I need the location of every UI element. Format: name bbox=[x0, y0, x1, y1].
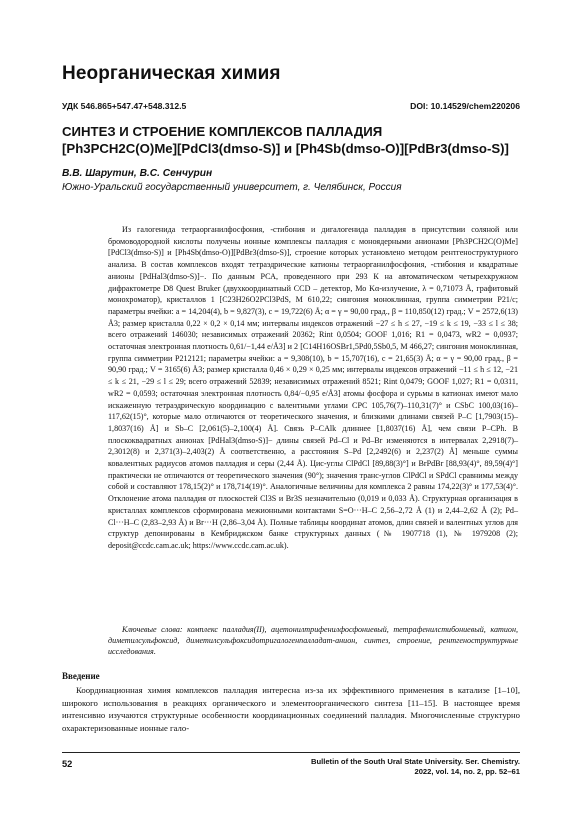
introduction-text bbox=[62, 684, 520, 734]
abstract-text: Из галогенида тетраорганилфосфония, -стибония и дигалогенида палладия в присутствии соляной или бромоводородной кислоты получены ионные комплексы палладия с моноядерными анионами [Ph3PCH2C(O)Me][PdCl3(dmso-S)] и [Ph4Sb(dmso-O)][PdBr3(dmso-S)], строение которых установлено методом рентгеноструктурного анализа. В состав комплексов входят тетраэдрические катионы тетраорганилфосфония, -стибония и квадратные анионы [PdHal3(dmso-S)]−. По данным РСА, проведенного при 293 К на автоматическом четырехкружном дифрактометре D8 Quest Bruker (двухкоординатный CCD – детектор, Мо Kα-излучение, λ = 0,71073 Å, графитовый монохроматор), кристаллов 1 [C23H26O2PCl3PdS, M 610,22; сингония моноклинная, группа симметрии P21/c; параметры ячейки: a = 14,204(4), b = 9,827(3), c = 19,722(6) Å; α = γ = 90,00 град., β = 110,850(12) град.; V = 2572,6(13) Å3; размер кристалла 0,22 × 0,2 × 0,14 мм; интервалы индексов отражений −27 ≤ h ≤ 27, −19 ≤ k ≤ 19, −33 ≤ l ≤ 38; всего отражений 146030; независимых отражений 20362; Rint 0,0504; GOOF 1,016; R1 = 0,0473, wR2 = 0,0937; остаточная электронная плотность 0,61/−1,44 е/Å3] и 2 [C14H16OSBr1,5Pd0,5Sb0,5, M 466,27; сингония моноклинная, группа симметрии P212121; параметры ячейки: a = 9,308(10), b = 15,707(16), c = 21,65(3) Å; α = γ = 90,00 град., β = 90,90 град.; V = 3165(6) Å3; размер кристалла 0,46 × 0,29 × 0,25 мм; интервалы индексов отражений −11 ≤ h ≤ 12, −21 ≤ k ≤ 21, −29 ≤ l ≤ 29; всего отражений 52839; независимых отражений 8521; Rint 0,0479; GOOF 1,027; R1 = 0,0311, wR2 = 0,0593; остаточная электронная плотность 0,84/−0,95 е/Å3] атомы фосфора и сурьмы в катионах имеют мало искаженную тетраэдрическую координацию с валентными углами CPC 105,76(7)–110,31(7)° и CSbC 100,03(16)–117,62(15)°, которые мало отличаются от теоретического значения, и близкими длинами связей P–C [1,7903(15)–1,8037(16) Å] и Sb–C [2,061(5)–2,100(4) Å]. Связь P–CAlk длиннее [1,8037(16) Å], чем связи P–CPh. В плоскоквадратных анионах [PdHal3(dmso-S)]− длины связей Pd–Cl и Pd–Br изменяются в интервалах 2,2918(7)–2,3012(8) и 2,371(3)–2,403(2) Å соответственно, а расстояния S–Pd [2,2492(6) и 2,237(2) Å] меньше суммы ковалентных радиусов атомов палладия и серы (2,44 Å). Цис-углы ClPdCl [89,88(3)°] и BrPdBr [88,93(4)°, 89,59(4)°] практически не отличаются от теоретического значения (90°); значения транс-углов ClPdCl и SPdCl сравнимы между собой и составляют 178,15(2)° и 178,714(19)°. Аналогичные величины для комплекса 2 равны 174,22(3)° и 177,53(4)°. Отклонение атома палладия от плоскостей Cl3S и Br3S незначительно (0,019 и 0,033 Å). Структурная организация в кристаллах комплексов сформирована межионными контактами S=O···H–C 2,56–2,72 Å (1) и 2,44–2,62 Å (2); Pd–Cl···H–C (2,83–2,93 Å) и Br···H (2,86–3,04 Å). Полные таблицы координат атомов, длин связей и валентных углов для структур депонированы в Кембриджском банке структурных данных (№ 1907718 (1), № 1979208 (2); deposit@ccdc.cam.ac.uk; https://www.ccdc.cam.ac.uk). bbox=[108, 225, 518, 550]
footer-divider bbox=[62, 752, 520, 753]
footer-journal-info bbox=[311, 757, 520, 777]
section-heading-introduction: Введение bbox=[62, 671, 100, 681]
article-title bbox=[62, 123, 532, 157]
page-number: 52 bbox=[62, 759, 73, 769]
udc-doi-row bbox=[62, 101, 520, 111]
journal-section-title: Неорганическая химия bbox=[62, 63, 281, 84]
abstract bbox=[108, 224, 518, 552]
footer-journal-name: Bulletin of the South Ural State University. Ser. Chemistry. bbox=[310, 757, 520, 766]
introduction-paragraph: Координационная химия комплексов палладия интересна из-за их эффективного применения в катализе [1–10], широкого использования в реакциях органического и элементоорганического синтеза [11–15]. В настоящее время интенсивно изучаются структурные особенности координационных соединений палладия. Многочисленные структурно охарактеризованные ионные гало- bbox=[62, 685, 520, 733]
authors: В.В. Шарутин, В.С. Сенчурин bbox=[62, 168, 213, 179]
footer-issue: 2022, vol. 14, no. 2, pp. 52–61 bbox=[414, 767, 520, 776]
keywords: Ключевые слова: комплекс палладия(II), ацетонилтрифенилфосфониевый, тетрафенилстибониевый, катион, диметилсульфоксид, диметилсульфоксидотригалогенпалладат-анион, синтез, строение, рентгеноструктурные исследования. bbox=[108, 625, 518, 656]
article-title-line1: СИНТЕЗ И СТРОЕНИЕ КОМПЛЕКСОВ ПАЛЛАДИЯ bbox=[62, 124, 383, 139]
affiliation: Южно-Уральский государственный университет, г. Челябинск, Россия bbox=[62, 182, 402, 193]
doi: DOI: 10.14529/chem220206 bbox=[410, 101, 520, 111]
udc-code: УДК 546.865+547.47+548.312.5 bbox=[62, 101, 187, 111]
article-title-line2: [Ph3PCH2C(O)Me][PdCl3(dmso-S)] и [Ph4Sb(dmso-O)][PdBr3(dmso-S)] bbox=[62, 141, 509, 156]
